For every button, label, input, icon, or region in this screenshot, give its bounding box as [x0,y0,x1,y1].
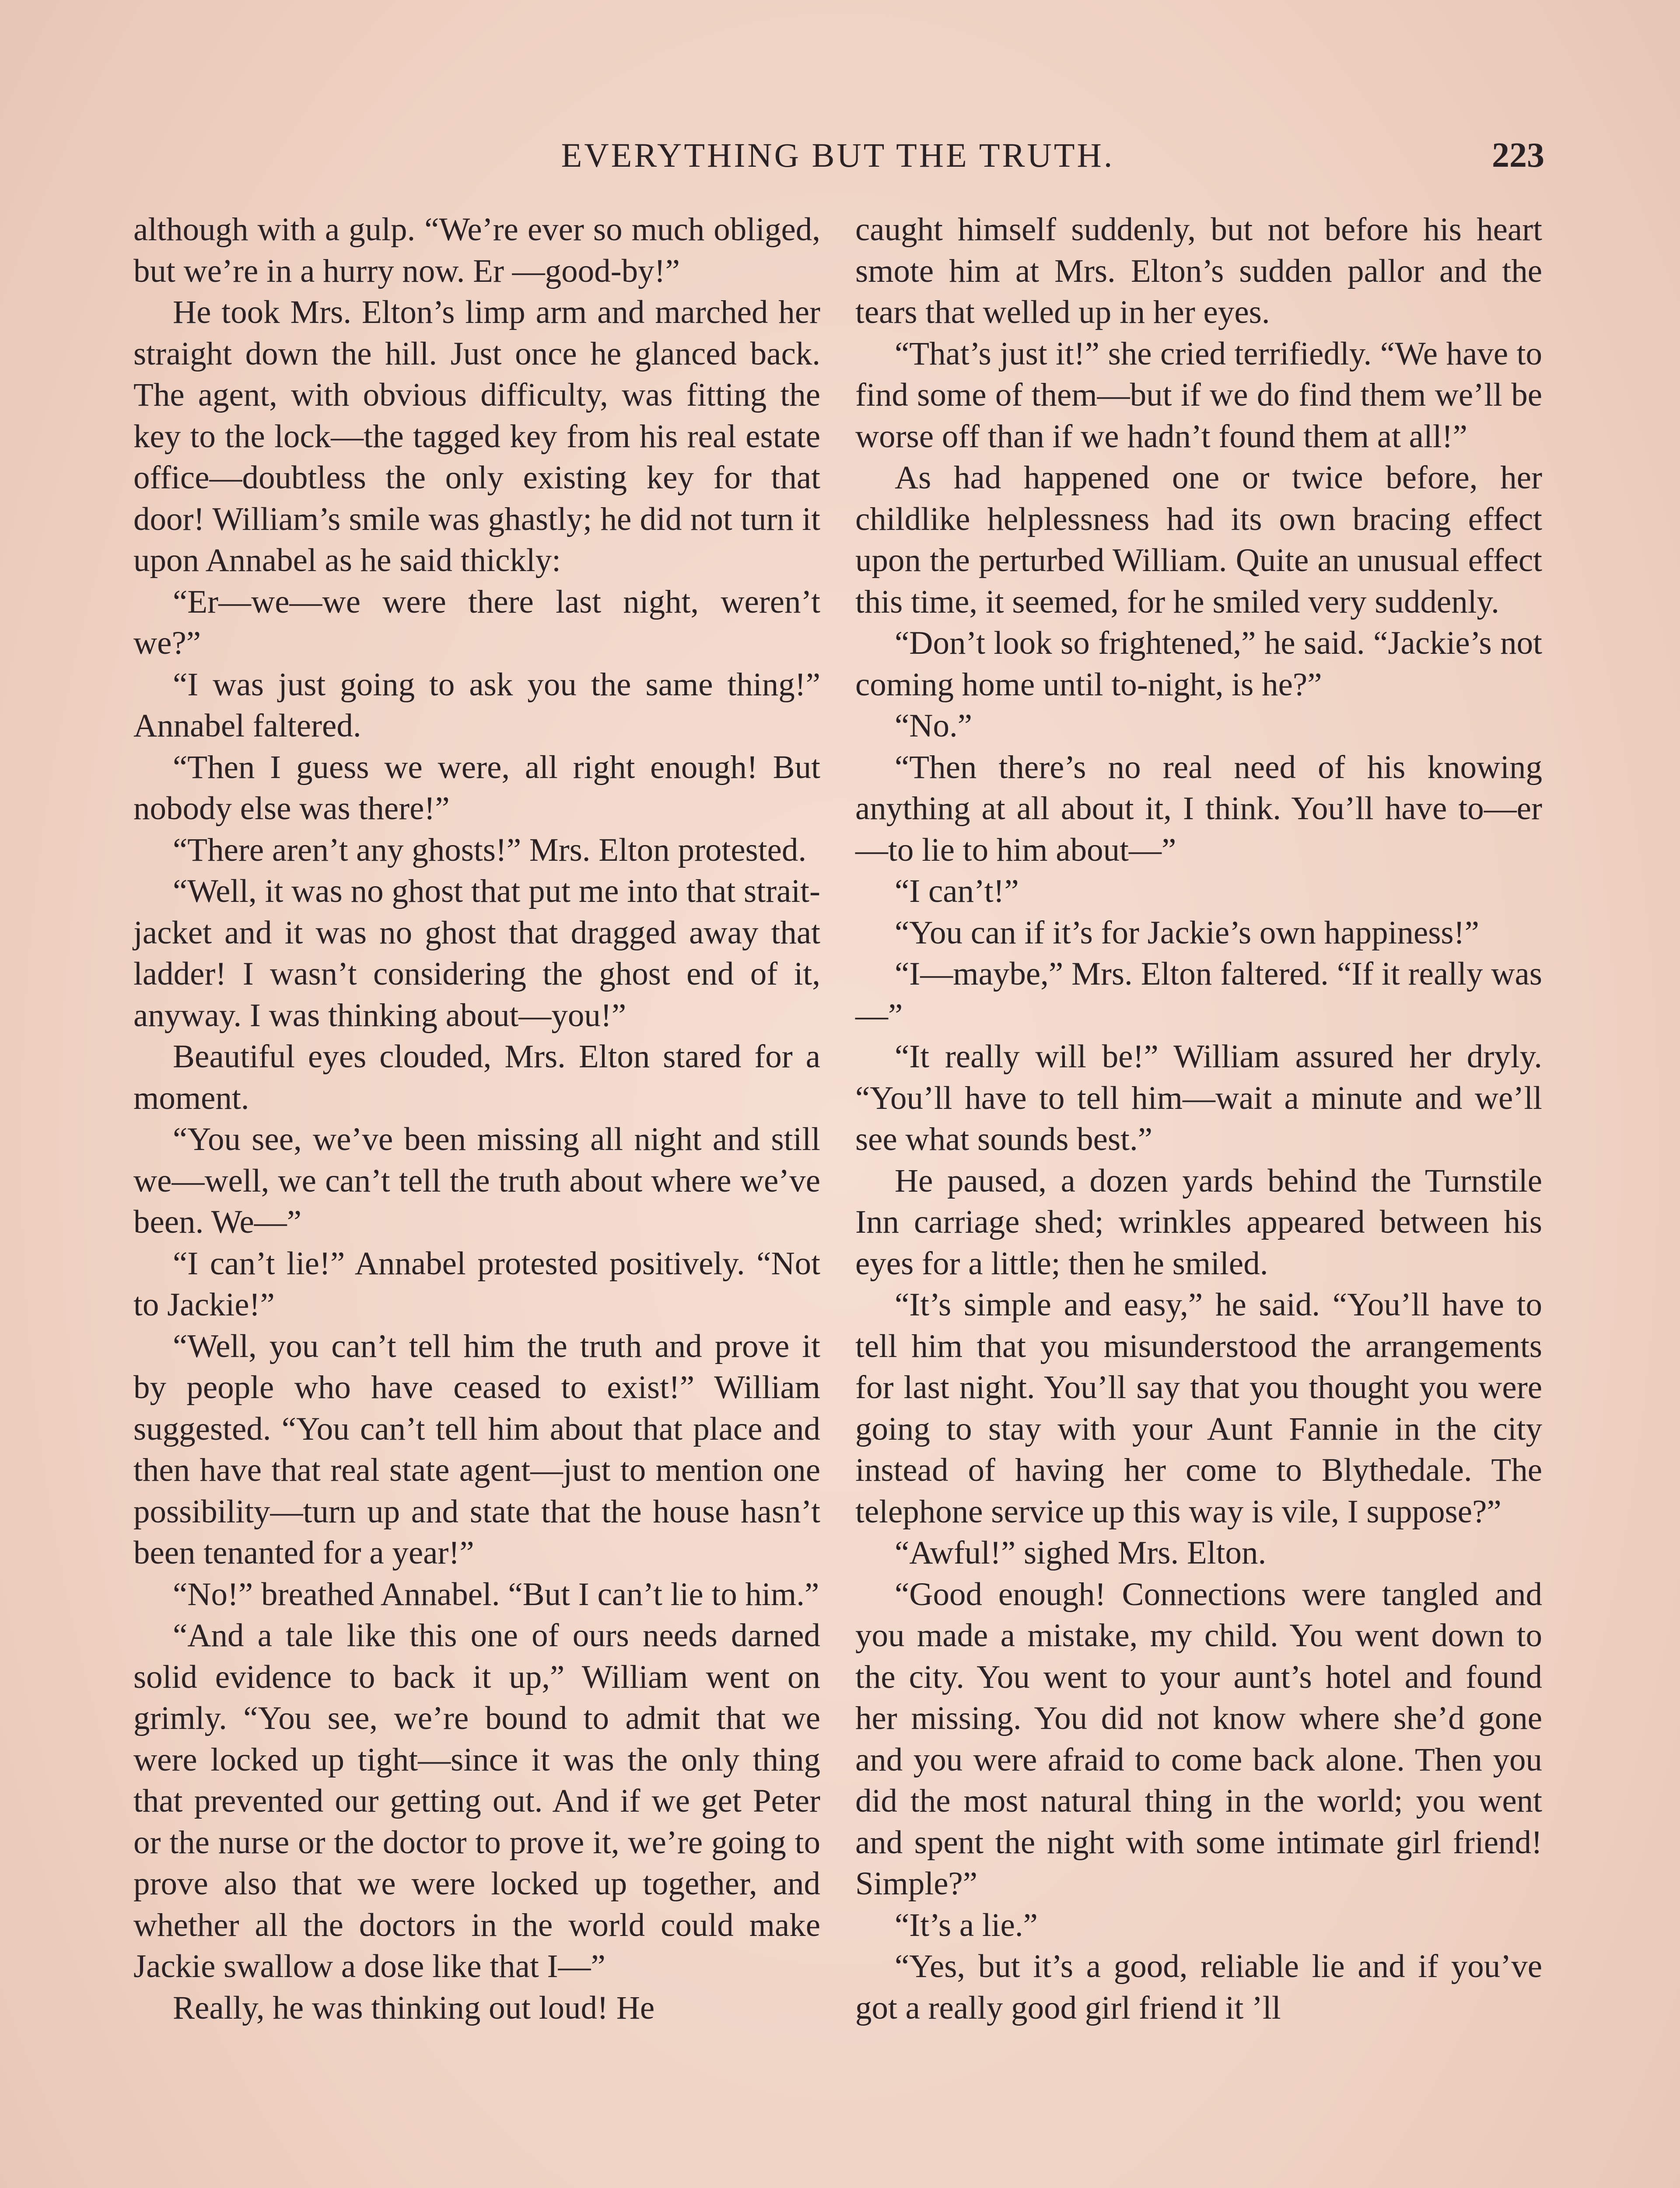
paragraph: “No.” [895,708,972,744]
paragraph: “There aren’t any ghosts!” Mrs. Elton protested. [173,831,807,868]
paragraph: “And a tale like this one of ours needs darned solid evidence to back it up,” William went on grimly. “You see, we’re bound to admit that we were locked up tight—since it was the only thing that prevented our getting out. And if we get Peter or the nurse or the doctor to prove it, we’re going to prove also that we were locked up together, and whether all the doctors in the world could make Jackie swallow a dose like that I—” [133,1617,820,1985]
paragraph: “Then I guess we were, all right enough! But nobody else was there!” [133,749,820,827]
paragraph: He took Mrs. Elton’s limp arm and marched her straight down the hill. Just once he glanced back. The agent, with obvious difficulty, was fitting the key to the lock—the tagged key from his real estate office—doubtless the only existing key for that door! William’s smile was ghastly; he did not turn it upon Annabel as he said thickly: [133,294,820,579]
paragraph: “Good enough! Connections were tangled and you made a mistake, my child. You went down to the city. You went to your aunt’s hotel and found her missing. You did not know where she’d gone and you were afraid to come back alone. Then you did the most natural thing in the world; you went and spent the night with some intimate girl friend! Simple?” [855,1576,1542,1902]
page-number: 223 [1492,136,1544,175]
paragraph: “I can’t!” [895,873,1019,909]
paragraph: caught himself suddenly, but not before his heart smote him at Mrs. Elton’s sudden pallor and the tears that welled up in her eyes. [855,211,1542,330]
paragraph: “Awful!” sighed Mrs. Elton. [895,1535,1267,1571]
paragraph: As had happened one or twice before, her childlike helplessness had its own bracing effect upon the perturbed William. Quite an unusual effect this time, it seemed, for he smiled very suddenly. [855,459,1542,620]
paragraph: “I—maybe,” Mrs. Elton faltered. “If it really was—” [855,956,1542,1034]
paragraph: “Er—we—we were there last night, weren’t we?” [133,583,820,661]
paragraph: “Yes, but it’s a good, reliable lie and if you’ve got a really good girl friend it ’ll [855,1948,1542,2026]
page-header [131,131,1544,184]
paragraph: “It’s simple and easy,” he said. “You’ll have to tell him that you misunderstood the arrangements for last night. You’ll say that you thought you were going to stay with your Aunt Fannie in the city instead of having her come to Blythedale. The telephone service up this way is vile, I suppose?” [855,1287,1542,1530]
paragraph: “It really will be!” William assured her dryly. “You’ll have to tell him—wait a minute and we’ll see what sounds best.” [855,1038,1542,1157]
left-column [133,209,820,2029]
paragraph: Really, he was thinking out loud! He [173,1989,655,2026]
paragraph: “Don’t look so frightened,” he said. “Jackie’s not coming home until to-night, is he?” [855,625,1542,703]
paragraph: Beautiful eyes clouded, Mrs. Elton stared for a moment. [133,1038,820,1116]
paragraph: He paused, a dozen yards behind the Turnstile Inn carriage shed; wrinkles appeared between his eyes for a little; then he smiled. [855,1162,1542,1282]
paragraph: “I was just going to ask you the same thing!” Annabel faltered. [133,666,820,744]
right-column [855,209,1542,2029]
paragraph: “Then there’s no real need of his knowing anything at all about it, I think. You’ll have to—er—to lie to him about—” [855,749,1542,868]
paragraph: “You can if it’s for Jackie’s own happiness!” [895,914,1479,951]
paragraph: “That’s just it!” she cried terrifiedly. “We have to find some of them—but if we do find them we’ll be worse off than if we hadn’t found them at all!” [855,335,1542,455]
paragraph: “It’s a lie.” [895,1907,1038,1943]
paragraph: “You see, we’ve been missing all night and still we—well, we can’t tell the truth about where we’ve been. We—” [133,1121,820,1240]
paragraph: “Well, you can’t tell him the truth and prove it by people who have ceased to exist!” William suggested. “You can’t tell him about that place and then have that real state agent—just to mention one possibility—turn up and state that the house hasn’t been tenanted for a year!” [133,1328,820,1571]
paragraph: “Well, it was no ghost that put me into that strait-jacket and it was no ghost that dragged away that ladder! I wasn’t considering the ghost end of it, anyway. I was thinking about—you!” [133,873,820,1034]
paragraph: “No!” breathed Annabel. “But I can’t lie to him.” [173,1576,819,1613]
running-title: EVERYTHING BUT THE TRUTH. [561,136,1115,174]
paragraph: “I can’t lie!” Annabel protested positively. “Not to Jackie!” [133,1245,820,1323]
paragraph: although with a gulp. “We’re ever so much obliged, but we’re in a hurry now. Er —good-by!” [133,211,820,289]
